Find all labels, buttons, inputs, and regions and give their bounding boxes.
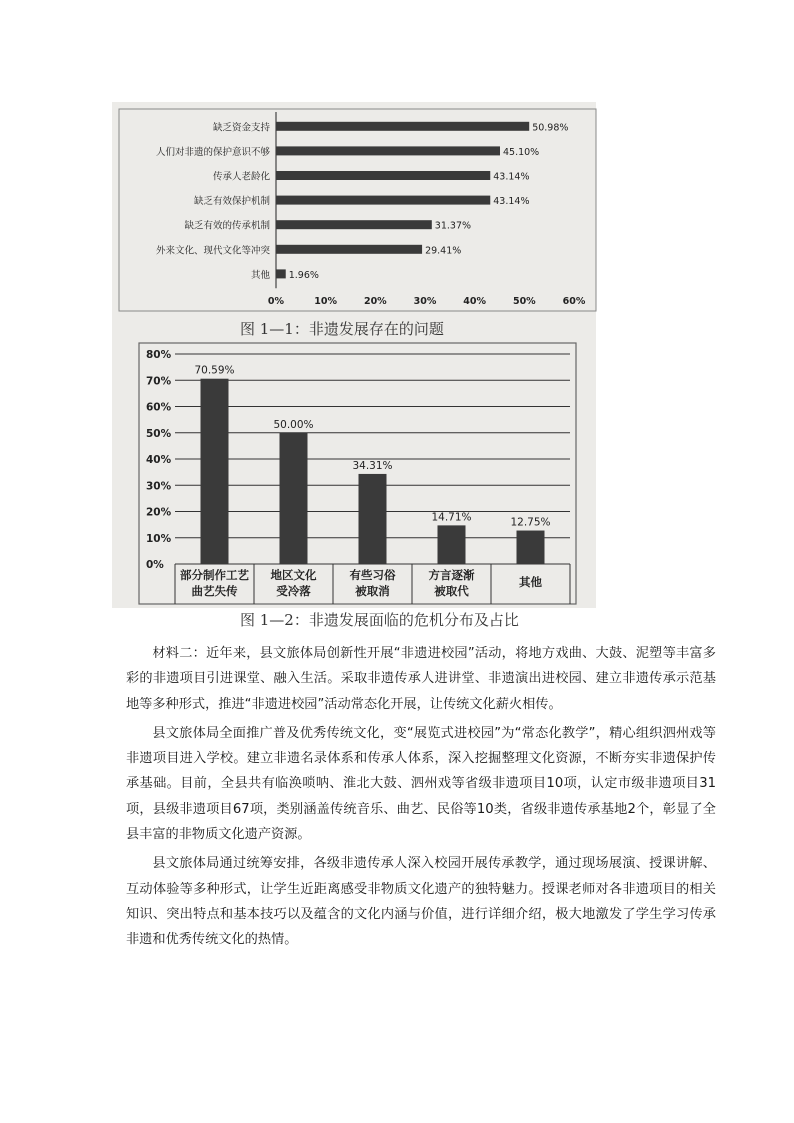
chart1-bar	[276, 196, 490, 205]
chart2-value-label: 50.00%	[273, 418, 314, 431]
chart1-tick-label: 20%	[363, 296, 387, 308]
chart1-bar	[276, 245, 422, 254]
chart2-tick-label: 20%	[146, 506, 172, 519]
chart1-tick-label: 50%	[512, 296, 536, 308]
chart1-caption: 图 1—1：非遗发展存在的问题	[240, 320, 444, 338]
chart1-bar	[276, 146, 500, 155]
chart-non-heritage-problems	[118, 108, 598, 314]
chart2-category-label: 部分制作工艺曲艺失传	[180, 568, 249, 598]
chart1-category-label: 人们对非遗的保护意识不够	[155, 146, 270, 158]
chart1-value-label: 50.98%	[532, 122, 569, 134]
chart2-bar	[280, 433, 308, 564]
chart1-value-label: 31.37%	[434, 220, 472, 232]
chart2-tick-label: 10%	[146, 532, 172, 545]
chart1-tick-label: 60%	[562, 296, 586, 308]
chart1-bar	[276, 171, 490, 180]
chart1-category-label: 缺乏有效保护机制	[193, 196, 270, 208]
chart2-tick-label: 70%	[146, 375, 172, 388]
chart1-value-label: 43.14%	[493, 196, 530, 208]
chart2-bar	[359, 474, 387, 564]
chart1-bar	[276, 269, 286, 278]
chart2-caption: 图 1—2：非遗发展面临的危机分布及占比	[240, 611, 519, 629]
chart2-tick-label: 30%	[146, 480, 172, 493]
chart2-tick-label: 40%	[146, 454, 172, 466]
chart1-tick-label: 30%	[413, 296, 437, 308]
chart1-bar	[276, 220, 432, 229]
chart1-category-label: 缺乏有效的传承机制	[184, 220, 270, 232]
chart1-value-label: 1.96%	[288, 269, 319, 281]
paragraph-3: 县文旅体局通过统筹安排，各级非遗传承人深入校园开展传承教学，通过现场展演、授课讲解、互动体验等多种形式，让学生近距离感受非物质文化遗产的独特魅力。授课老师对各非遗项目的相关知识、突出特点和基本技巧以及蕴含的文化内涵与价值，进行详细介绍，极大地激发了学生学习传承非遗和优秀传统文化的热情。	[126, 856, 716, 948]
chart1-category-label: 缺乏资金支持	[212, 122, 270, 134]
chart-non-heritage-crisis	[138, 342, 578, 608]
chart2-bar	[517, 531, 545, 564]
chart1-category-label: 传承人老龄化	[212, 171, 270, 183]
chart1-tick-label: 10%	[314, 296, 338, 308]
chart2-value-label: 34.31%	[352, 459, 393, 472]
chart2-category-label: 其他	[519, 575, 542, 589]
chart2-value-label: 70.59%	[194, 364, 235, 377]
chart2-category-label: 地区文化受冷落	[270, 568, 317, 598]
chart1-value-label: 43.14%	[493, 171, 530, 183]
chart1-tick-label: 40%	[463, 296, 487, 308]
chart2-value-label: 12.75%	[510, 516, 551, 529]
chart1-category-label: 外来文化、现代文化等冲突	[155, 245, 270, 257]
chart2-bar	[201, 379, 229, 564]
material-two-text	[126, 641, 716, 957]
chart1-value-label: 45.10%	[502, 146, 540, 158]
chart1-value-label: 29.41%	[425, 245, 462, 257]
chart2-category-label: 方言逐渐被取代	[428, 568, 475, 598]
paragraph-2: 县文旅体局全面推广普及优秀传统文化，变“展览式进校园”为“常态化教学”，精心组织泗州戏等非遗项目进入学校。建立非遗名录体系和传承人体系，深入挖掘整理文化资源，不断夯实非遗保护传承基础。目前，全县共有临涣唢呐、淮北大鼓、泗州戏等省级非遗项目10项，认定市级非遗项目31项，县级非遗项目67项，类别涵盖传统音乐、曲艺、民俗等10类，省级非遗传承基地2个，彰显了全县丰富的非物质文化遗产资源。	[126, 725, 716, 843]
chart2-value-label: 14.71%	[431, 511, 472, 524]
chart1-category-label: 其他	[250, 269, 270, 281]
chart2-tick-label: 0%	[146, 559, 164, 571]
chart2-tick-label: 50%	[146, 427, 172, 440]
chart1-frame	[119, 109, 596, 311]
chart2-category-label: 有些习俗被取消	[349, 568, 396, 598]
paragraph-1: 材料二：近年来，县文旅体局创新性开展“非遗进校园”活动，将地方戏曲、大鼓、泥塑等丰富多彩的非遗项目引进课堂、融入生活。采取非遗传承人进讲堂、非遗演出进校园、建立非遗传承示范基地等多种形式，推进“非遗进校园”活动常态化开展，让传统文化薪火相传。	[126, 646, 716, 712]
chart1-tick-label: 0%	[267, 296, 285, 308]
chart1-bar	[276, 122, 529, 131]
chart2-tick-label: 80%	[146, 349, 172, 361]
chart2-tick-label: 60%	[146, 401, 172, 414]
chart2-bar	[438, 525, 466, 564]
